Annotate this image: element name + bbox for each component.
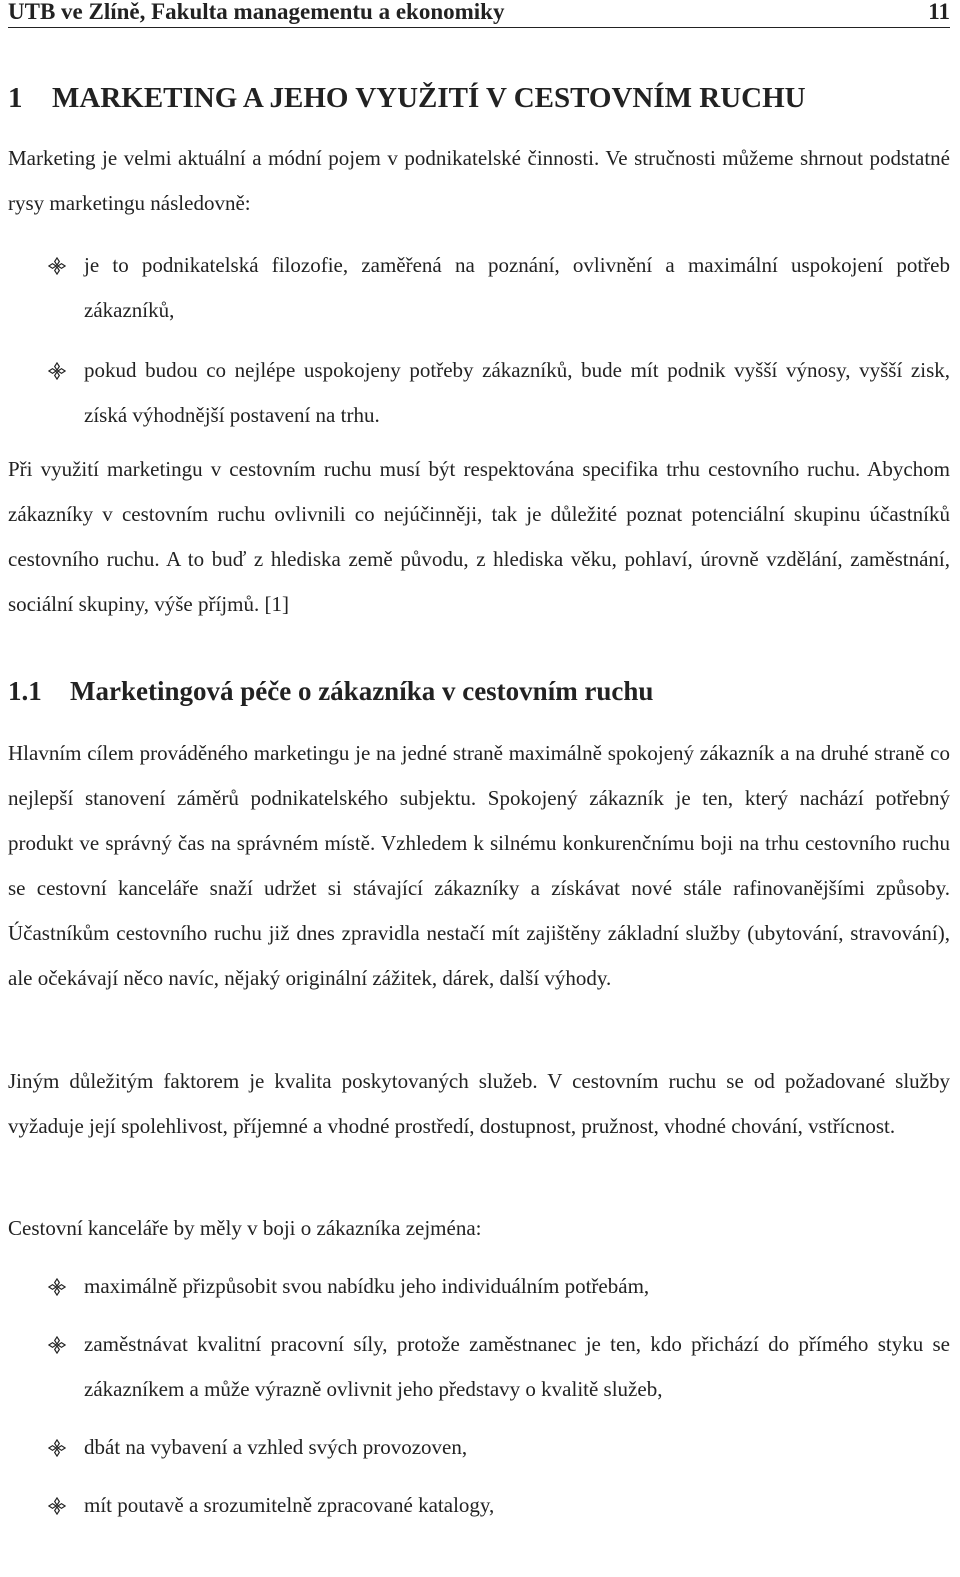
bullet-text: dbát na vybavení a vzhled svých provozoven, — [84, 1435, 468, 1459]
section-paragraph-3: Cestovní kanceláře by měly v boji o zákazníka zejména: — [8, 1216, 482, 1240]
four-diamond-bullet-icon — [48, 1439, 66, 1457]
chapter-title: MARKETING A JEHO VYUŽITÍ V CESTOVNÍM RUCHU — [52, 82, 806, 114]
list-item — [8, 1322, 950, 1412]
four-diamond-bullet-icon — [48, 1497, 66, 1515]
bullet-text: maximálně přizpůsobit svou nabídku jeho individuálním potřebám, — [84, 1274, 650, 1298]
list-item — [8, 1425, 950, 1470]
list-item — [8, 243, 950, 333]
header-title: UTB ve Zlíně, Fakulta managementu a ekonomiky — [8, 0, 505, 24]
section-title: Marketingová péče o zákazníka v cestovním ruchu — [70, 676, 654, 706]
four-diamond-bullet-icon — [48, 257, 66, 275]
bullet-text: je to podnikatelská filozofie, zaměřená na poznání, ovlivnění a maximální uspokojení potřeb zákazníků, — [84, 253, 950, 322]
section-paragraph-2: Jiným důležitým faktorem je kvalita poskytovaných služeb. V cestovním ruchu se od požadované služby vyžaduje její spolehlivost, příjemné a vhodné prostředí, dostupnost, pružnost, vhodné chování, vstřícnost. — [8, 1069, 950, 1138]
four-diamond-bullet-icon — [48, 1278, 66, 1296]
four-diamond-bullet-icon — [48, 1336, 66, 1354]
running-header — [8, 0, 950, 28]
page-number: 11 — [928, 0, 950, 24]
section-bullet-list — [8, 1264, 950, 1528]
four-diamond-bullet-icon — [48, 362, 66, 380]
list-item — [8, 1264, 950, 1309]
intro-paragraph: Marketing je velmi aktuální a módní pojem v podnikatelské činnosti. Ve stručnosti můžeme shrnout podstatné rysy marketingu následovně: — [8, 146, 950, 215]
chapter-number: 1 — [8, 82, 23, 114]
chapter-heading — [8, 80, 806, 116]
bullet-text: mít poutavě a srozumitelně zpracované katalogy, — [84, 1493, 495, 1517]
section-number: 1.1 — [8, 676, 42, 706]
list-item — [8, 1483, 950, 1528]
section-paragraph-1: Hlavním cílem prováděného marketingu je na jedné straně maximálně spokojený zákazník a na druhé straně co nejlepší stanovení záměrů podnikatelského subjektu. Spokojený zákazník je ten, který nachází potřebný produkt ve správný čas na správném místě. Vzhledem k silnému konkurenčnímu boji na trhu cestovního ruchu se cestovní kanceláře snaží udržet si stávající zákazníky a získávat nové stále rafinovanějšími způsoby. Účastníkům cestovního ruchu již dnes zpravidla nestačí mít zajištěny základní služby (ubytování, stravování), ale očekávají něco navíc, nějaký originální zážitek, dárek, další výhody. — [8, 741, 950, 990]
section-heading — [8, 673, 653, 709]
bullet-text: pokud budou co nejlépe uspokojeny potřeby zákazníků, bude mít podnik vyšší výnosy, vyšší zisk, získá výhodnější postavení na trhu. — [84, 358, 950, 427]
bullet-text: zaměstnávat kvalitní pracovní síly, protože zaměstnanec je ten, kdo přichází do přímého styku se zákazníkem a může výrazně ovlivnit jeho představy o kvalitě služeb, — [84, 1332, 950, 1401]
intro-bullet-list — [8, 243, 950, 438]
list-item — [8, 348, 950, 438]
cestovni-ruch-paragraph: Při využití marketingu v cestovním ruchu musí být respektována specifika trhu cestovního ruchu. Abychom zákazníky v cestovním ruchu ovlivnili co nejúčinněji, tak je důležité poznat potenciální skupinu účastníků cestovního ruchu. A to buď z hlediska země původu, z hlediska věku, pohlaví, úrovně vzdělání, zaměstnání, sociální skupiny, výše příjmů. [1] — [8, 457, 950, 616]
